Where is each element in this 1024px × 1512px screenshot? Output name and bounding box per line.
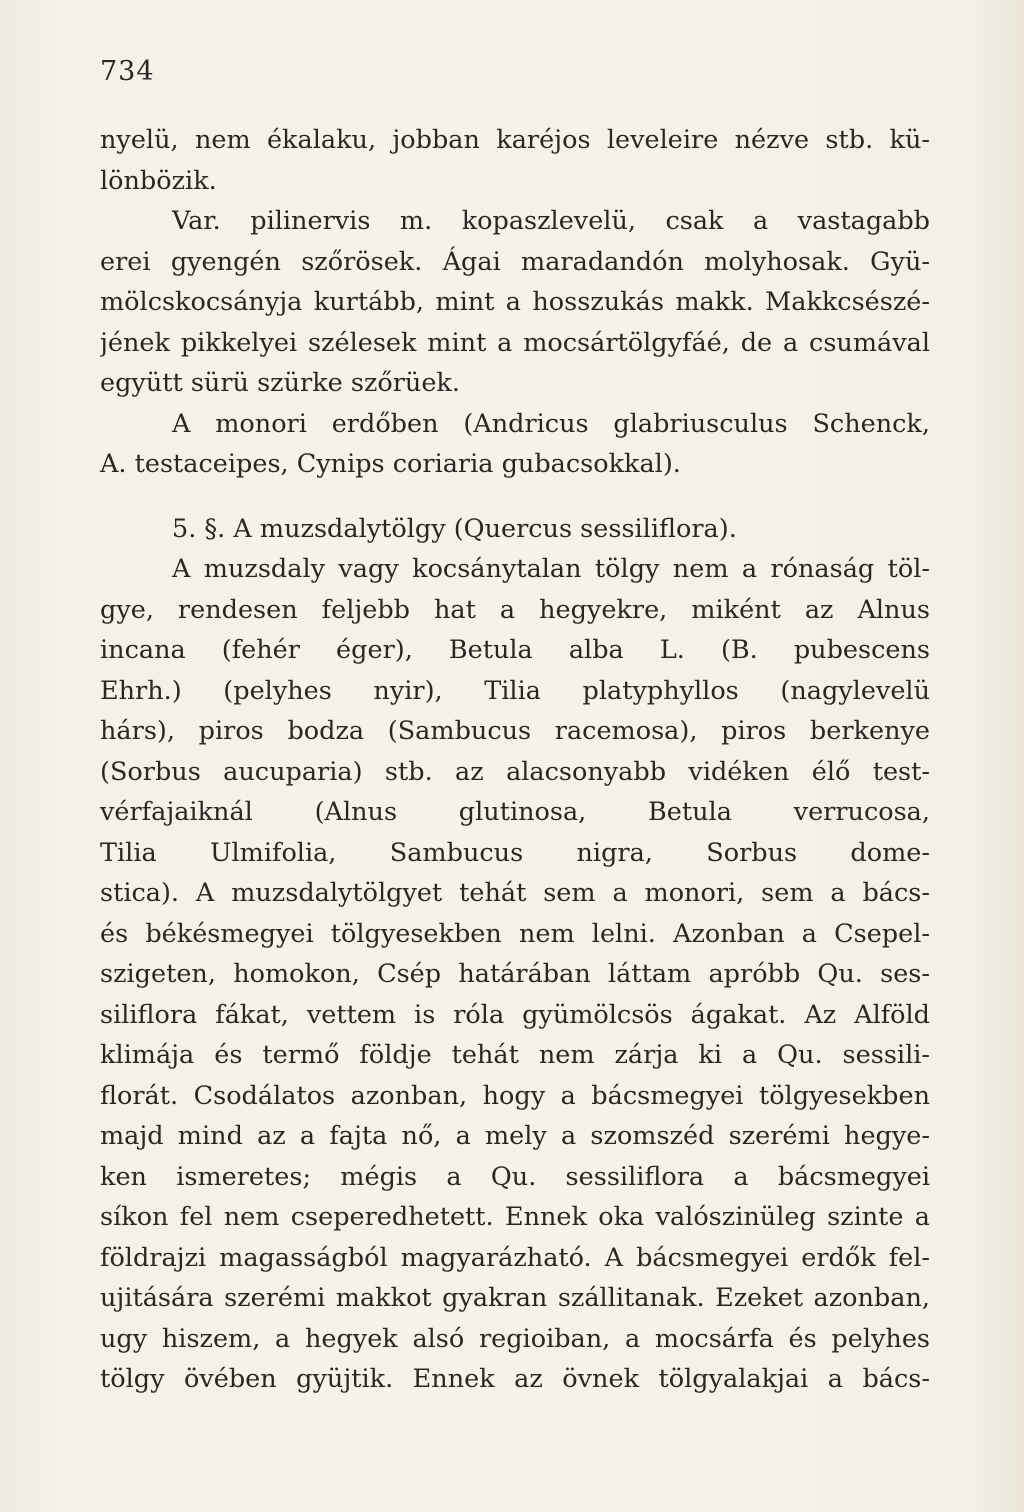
- text-line: vérfajaiknál (Alnus glutinosa, Betula verrucosa,: [100, 797, 930, 827]
- text-line: klimája és termő földje tehát nem zárja ki a Qu. sessili-: [100, 1040, 930, 1070]
- text-line: stica). A muzsdalytölgyet tehát sem a monori, sem a bács-: [100, 878, 930, 908]
- text-line: és békésmegyei tölgyesekben nem lelni. Azonban a Csepel-: [100, 918, 930, 949]
- text-line: ken ismeretes; mégis a Qu. sessiliflora a bácsmegyei: [100, 1161, 930, 1192]
- text-line: ugy hiszem, a hegyek alsó regioiban, a mocsárfa és pelyhes: [100, 1323, 930, 1354]
- text-line: lönbözik.: [100, 165, 217, 196]
- text-line: síkon fel nem cseperedhetett. Ennek oka valószinüleg szinte a: [100, 1202, 930, 1232]
- text-line: mölcskocsányja kurtább, mint a hosszukás makk. Makkcsészé-: [100, 287, 930, 317]
- text-line: siliflora fákat, vettem is róla gyümölcsös ágakat. Az Alföld: [100, 999, 930, 1030]
- text-line: (Sorbus aucuparia) stb. az alacsonyabb vidéken élő test-: [100, 756, 930, 787]
- text-line: együtt sürü szürke szőrüek.: [100, 368, 460, 398]
- text-line: gye, rendesen feljebb hat a hegyekre, miként az Alnus: [100, 594, 930, 625]
- text-line: florát. Csodálatos azonban, hogy a bácsmegyei tölgyesekben: [100, 1080, 930, 1111]
- text-line: jének pikkelyei szélesek mint a mocsártölgyfáé, de a csumával: [100, 327, 930, 358]
- text-line: A monori erdőben (Andricus glabriusculus Schenck,: [172, 408, 930, 439]
- text-line: Ehrh.) (pelyhes nyir), Tilia platyphyllos (nagylevelü: [100, 675, 930, 706]
- text-line: hárs), piros bodza (Sambucus racemosa), piros berkenye: [100, 716, 930, 746]
- text-line: majd mind az a fajta nő, a mely a szomszéd szerémi hegye-: [100, 1121, 930, 1151]
- text-line: nyelü, nem ékalaku, jobban karéjos leveleire nézve stb. kü-: [100, 125, 930, 155]
- text-line: ujitására szerémi makkot gyakran szállitanak. Ezeket azonban,: [100, 1283, 930, 1313]
- text-line: Tilia Ulmifolia, Sambucus nigra, Sorbus dome-: [100, 837, 930, 868]
- text-line: tölgy övében gyüjtik. Ennek az övnek tölgyalakjai a bács-: [100, 1364, 930, 1394]
- text-line: erei gyengén szőrösek. Ágai maradandón molyhosak. Gyü-: [100, 246, 930, 277]
- text-line: földrajzi magasságból magyarázható. A bácsmegyei erdők fel-: [100, 1242, 930, 1273]
- text-line: A. testaceipes, Cynips coriaria gubacsokkal).: [100, 449, 681, 479]
- text-line: szigeten, homokon, Csép határában láttam apróbb Qu. ses-: [100, 959, 930, 989]
- text-line: 5. §. A muzsdalytölgy (Quercus sessiliflora).: [172, 513, 737, 544]
- text-line: incana (fehér éger), Betula alba L. (B. pubescens: [100, 635, 930, 665]
- body-text: [100, 120, 930, 1400]
- text-line: Var. pilinervis m. kopaszlevelü, csak a vastagabb: [172, 206, 930, 236]
- text-line: A muzsdaly vagy kocsánytalan tölgy nem a rónaság töl-: [172, 554, 930, 584]
- page-number: 734: [100, 56, 155, 87]
